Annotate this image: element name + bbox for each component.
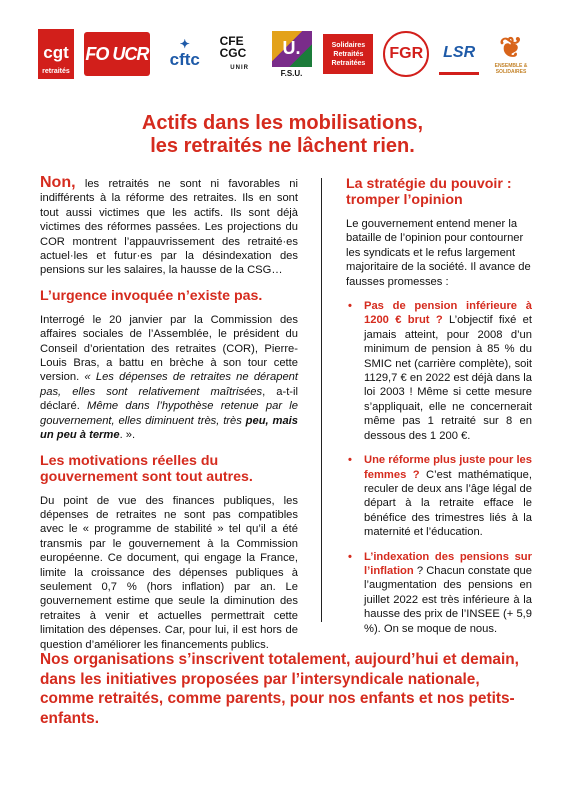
cfe-cgc-logo: CFE CGC UNIR <box>219 33 249 71</box>
left-column <box>40 176 298 662</box>
solidaires-logo: Solidaires Retraités Retraitées <box>323 34 373 74</box>
heading-urgence: L’urgence invoquée n’existe pas. <box>40 287 263 304</box>
right-column <box>346 176 532 646</box>
cgt-logo: cgt retraités <box>38 29 74 79</box>
fgr-logo: FGR <box>383 31 429 77</box>
fsu-logo: U. F.S.U. <box>270 29 314 79</box>
title-line-1: Actifs dans les mobilisations, <box>141 112 424 134</box>
heading-strategie: La stratégie du pouvoir : tromper l’opinion <box>346 176 512 208</box>
list-item: • Pas de pension inférieure à 1200 € brut ? L’objectif fixé et jamais atteint, pour 2008 d’un minimum de pension à 85 % du SMIC net (carrière complète), soit 1129,7 € en 2022 est déjà dans la loi 2003 ! Même si cette mesure s’appliquait, elle ne concernerait même pas 1 retraité sur 8 en dessous des 1 200 €. <box>346 299 532 443</box>
intro-lead: Non, <box>40 174 76 191</box>
column-divider <box>321 178 322 622</box>
heading-motivations: Les motivations réelles du gouvernement sont tout autres. <box>40 452 253 485</box>
paragraph-finances: Du point de vue des finances publiques, les dépenses de retraites ne sont pas compatibles avec le « programme de stabilité » tel qu’il a été transmis par le gouvernement à la Commission européenne. Ce document, qui engage la France, limite la croissance des dépenses publiques à seulement 0,7 % (hors inflation) par an. Le gouvernement estime que seule la diminution des retraites à venir et actuelles permettrait cette limitation des dépenses. Car, pour lui, il est hors de question d’améliorer les financements publics. <box>40 494 298 651</box>
list-item: • Une réforme plus juste pour les femmes ? C’est mathématique, reculer de deux ans l’âge légal de départ à la retraite efface le bénéfice des trimestres liés à la maternité et l’éducation. <box>346 453 532 539</box>
fo-ucr-logo: FO UCR <box>84 32 150 76</box>
paragraph-cor: Interrogé le 20 janvier par la Commission des affaires sociales de l’Assemblée, le président du Conseil d’orientation des retraites (COR), Pierre-Louis Bras, a battu en brèche à son tour cette version. « Les dépenses de retraites ne dérapent pas, elles sont relativement maîtrisées, a-t-il déclaré. Même dans l’hypothèse retenue par le gouvernement, elles diminuent très, très peu, mais un peu à terme. ». <box>40 313 298 442</box>
tree-icon: ❦ <box>499 32 523 63</box>
title-line-2: les retraités ne lâchent rien. <box>150 135 415 157</box>
cftc-logo: ✦ cftc <box>169 37 200 69</box>
promises-list <box>346 299 532 636</box>
list-item: • L’indexation des pensions sur l’inflation ? Chacun constate que l’augmentation des pensions en juillet 2022 est très inférieure à la hausse des prix de l’INSEE (+ 5,9 %). On se moque de nous. <box>346 550 532 636</box>
logos-row <box>38 28 533 80</box>
closing-statement: Nos organisations s’inscrivent totalement, aujourd’hui et demain, dans les initiatives proposées par l’intersyndicale nationale, comme retraités, comme parents, pour nos enfants et nos petits-enfants. <box>40 651 519 727</box>
bird-icon: ✦ <box>179 37 190 51</box>
ensemble-solidaires-logo: ❦ ENSEMBLE & SOLIDAIRES <box>494 32 528 75</box>
intro-paragraph <box>40 176 298 278</box>
paragraph-opinion: Le gouvernement entend mener la bataille de l’opinion pour contourner les syndicats et le refus largement majoritaire de la société. Il avance de fausses promesses : <box>346 218 531 288</box>
intro-text: les retraités ne sont ni favorables ni indifférents à la réforme des retraites. Ils en sont tout aussi victimes que les actifs. Ils sont déjà victimes des réformes passées. Les projections du COR montrent l’appauvrissement des retraité·es actuel·les et futur·es par la désindexation des pensions sur les salaires, la hausse de la CSG… <box>40 178 298 277</box>
lsr-logo: LSR <box>439 34 479 75</box>
page-title <box>0 112 565 158</box>
